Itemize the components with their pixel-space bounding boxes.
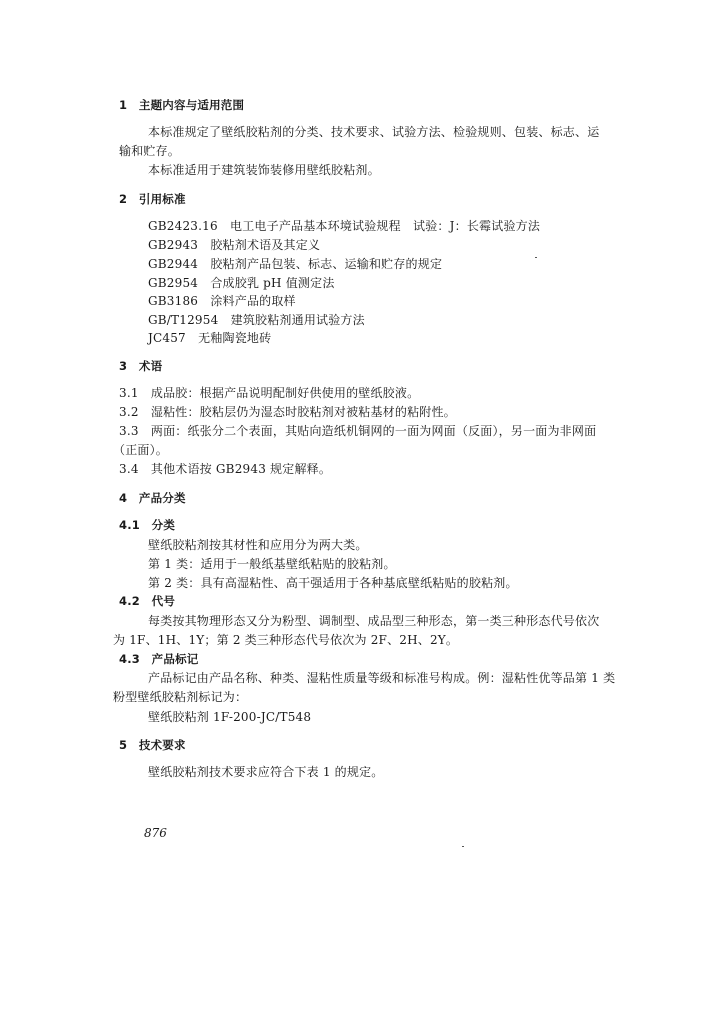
section-5-heading: 5 技术要求	[119, 738, 186, 752]
reference-item: GB/T12954 建筑胶粘剂通用试验方法	[148, 313, 365, 327]
term-3-2: 3.2 湿粘性：胶粘层仍为湿态时胶粘剂对被粘基材的粘附性。	[119, 405, 456, 419]
section-4-3-marking-example: 壁纸胶粘剂 1F-200-JC/T548	[148, 710, 312, 724]
scan-speck	[462, 846, 464, 847]
section-4-2-paragraph-line-1: 每类按其物理形态又分为粉型、调制型、成品型三种形态，第一类三种形态代号依次	[148, 614, 600, 628]
scan-speck	[535, 257, 537, 258]
section-4-3-paragraph-line-1: 产品标记由产品名称、种类、湿粘性质量等级和标准号构成。例：湿粘性优等品第 1 类	[148, 671, 616, 685]
subsection-4-3-heading: 4.3 产品标记	[119, 652, 199, 666]
term-3-1: 3.1 成品胶：根据产品说明配制好供使用的壁纸胶液。	[119, 386, 420, 400]
section-3-heading: 3 术语	[119, 359, 163, 373]
term-3-3-line-1: 3.3 两面：纸张分二个表面，其贴向造纸机铜网的一面为网面（反面），另一面为非网面	[119, 424, 597, 438]
section-4-2-paragraph-line-2: 为 1F、1H、1Y；第 2 类三种形态代号依次为 2F、2H、2Y。	[113, 633, 459, 647]
reference-item: GB2423.16 电工电子产品基本环境试验规程 试验：J：长霉试验方法	[148, 219, 541, 233]
page-number: 876	[144, 826, 167, 840]
reference-item: GB2943 胶粘剂术语及其定义	[148, 238, 321, 252]
term-3-4: 3.4 其他术语按 GB2943 规定解释。	[119, 462, 332, 476]
term-3-3-line-2: （正面）。	[113, 443, 169, 457]
subsection-4-2-heading: 4.2 代号	[119, 594, 176, 608]
section-1-paragraph-1-line-1: 本标准规定了壁纸胶粘剂的分类、技术要求、试验方法、检验规则、包装、标志、运	[148, 125, 600, 139]
subsection-4-1-heading: 4.1 分类	[119, 518, 176, 532]
section-2-heading: 2 引用标准	[119, 192, 186, 206]
reference-item: GB2944 胶粘剂产品包装、标志、运输和贮存的规定	[148, 257, 443, 271]
section-5-paragraph: 壁纸胶粘剂技术要求应符合下表 1 的规定。	[148, 765, 384, 779]
section-1-paragraph-1-line-2: 输和贮存。	[119, 144, 181, 158]
reference-item: GB3186 涂料产品的取样	[148, 294, 296, 308]
section-1-paragraph-2: 本标准适用于建筑装饰装修用壁纸胶粘剂。	[148, 163, 380, 177]
section-4-1-class-1: 第 1 类：适用于一般纸基壁纸粘贴的胶粘剂。	[148, 557, 396, 571]
reference-item: GB2954 合成胶乳 pH 值测定法	[148, 276, 335, 290]
section-1-heading: 1 主题内容与适用范围	[119, 98, 245, 112]
section-4-heading: 4 产品分类	[119, 491, 186, 505]
section-4-1-paragraph: 壁纸胶粘剂按其材性和应用分为两大类。	[148, 538, 368, 552]
section-4-3-paragraph-line-2: 粉型壁纸胶粘剂标记为：	[113, 690, 248, 704]
section-4-1-class-2: 第 2 类：具有高湿粘性、高干强适用于各种基底壁纸粘贴的胶粘剂。	[148, 576, 518, 590]
reference-item: JC457 无釉陶瓷地砖	[148, 331, 272, 345]
